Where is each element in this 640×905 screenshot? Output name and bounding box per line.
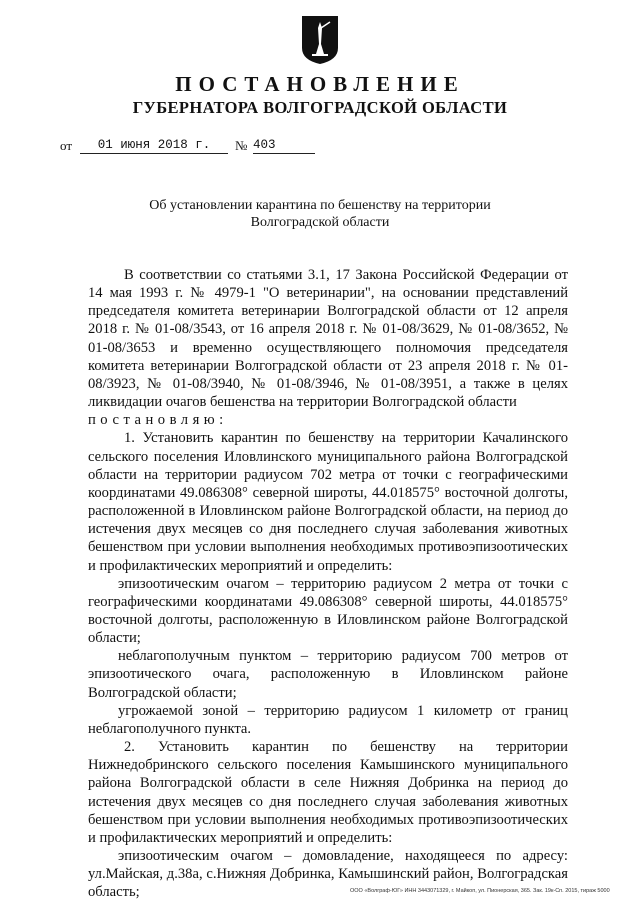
- document-date: 01 июня 2018 г.: [80, 138, 228, 154]
- item-1-focus-paragraph: эпизоотическим очагом – территорию радиусом 2 метра от точки с географическими координатами 49.086308° северной широты, 44.018575° восточной долготы, расположенную в Иловлинском районе Волгоградской области;: [88, 575, 568, 647]
- subject-line-2: Волгоградской области: [250, 215, 390, 230]
- emblem-icon: [300, 14, 340, 66]
- item-1-paragraph: 1. Установить карантин по бешенству на территории Качалинского сельского поселения Иловлинского муниципального района Волгоградской области на территории радиусом 702 метра от точки с географическими координатами 49.086308° северной широты, 44.018575° восточной долготы, расположенной в Иловлинском районе Волгоградской области, на период до истечения двух месяцев со дня последнего случая заболевания животных бешенством при условии выполнения необходимых противоэпизоотических и профилактических мероприятий и определить:: [88, 430, 568, 574]
- number-label: №: [235, 138, 248, 153]
- document-number: 403: [253, 138, 315, 154]
- decree-word: постановляю:: [88, 412, 228, 429]
- item-2-focus-paragraph: эпизоотическим очагом – домовладение, находящееся по адресу: ул.Майская, д.38а, с.Нижняя Добринка, Камышинский район, Волгоградская область;: [88, 848, 568, 901]
- item-2-paragraph: 2. Установить карантин по бешенству на территории Нижнедобринского сельского поселения Камышинского муниципального района Волгоградской области в селе Нижняя Добринка на период до истечения двух месяцев со дня последнего случая заболевания животных бешенством при условии выполнения необходимых противоэпизоотических и профилактических мероприятий и определить:: [88, 739, 568, 846]
- item-1-threat-paragraph: угрожаемой зоной – территорию радиусом 1 километр от границ неблагополучного пункта.: [88, 702, 568, 737]
- document-title: ПОСТАНОВЛЕНИЕ: [175, 72, 465, 96]
- item-1-unfavorable-paragraph: неблагополучным пунктом – территорию радиусом 700 метров от эпизоотического очага, расположенную в Иловлинском районе Волгоградской области;: [88, 648, 568, 701]
- issuer-title: ГУБЕРНАТОРА ВОЛГОГРАДСКОЙ ОБЛАСТИ: [132, 98, 508, 117]
- preamble-paragraph: В соответствии со статьями 3.1, 17 Закона Российской Федерации от 14 мая 1993 г. № 4979-1 "О ветеринарии", на основании представлений председателя комитета ветеринарии Волгоградской области от 12 апреля 2018 г. № 01-08/3543, от 16 апреля 2018 г. № 01-08/3629, № 01-08/3652, № 01-08/3653 и временно осуществляющего полномочия председателя комитета ветеринарии Волгоградской области от 23 апреля 2018 г. № 01-08/3923, № 01-08/3940, № 01-08/3946, № 01-08/3951, а также в целях ликвидации очагов бешенства на территории Волгоградской области: [88, 267, 568, 411]
- document-body: [88, 266, 568, 901]
- document-subject: [0, 197, 640, 231]
- print-info: ООО «Волграф-ЮГ» ИНН 3443071329, г. Майкоп, ул. Пионерская, 365. Зак. 19к-Сп. 2015, тираж 5000: [350, 888, 610, 894]
- from-label: от: [60, 138, 73, 153]
- subject-line-1: Об установлении карантина по бешенству на территории: [149, 198, 491, 213]
